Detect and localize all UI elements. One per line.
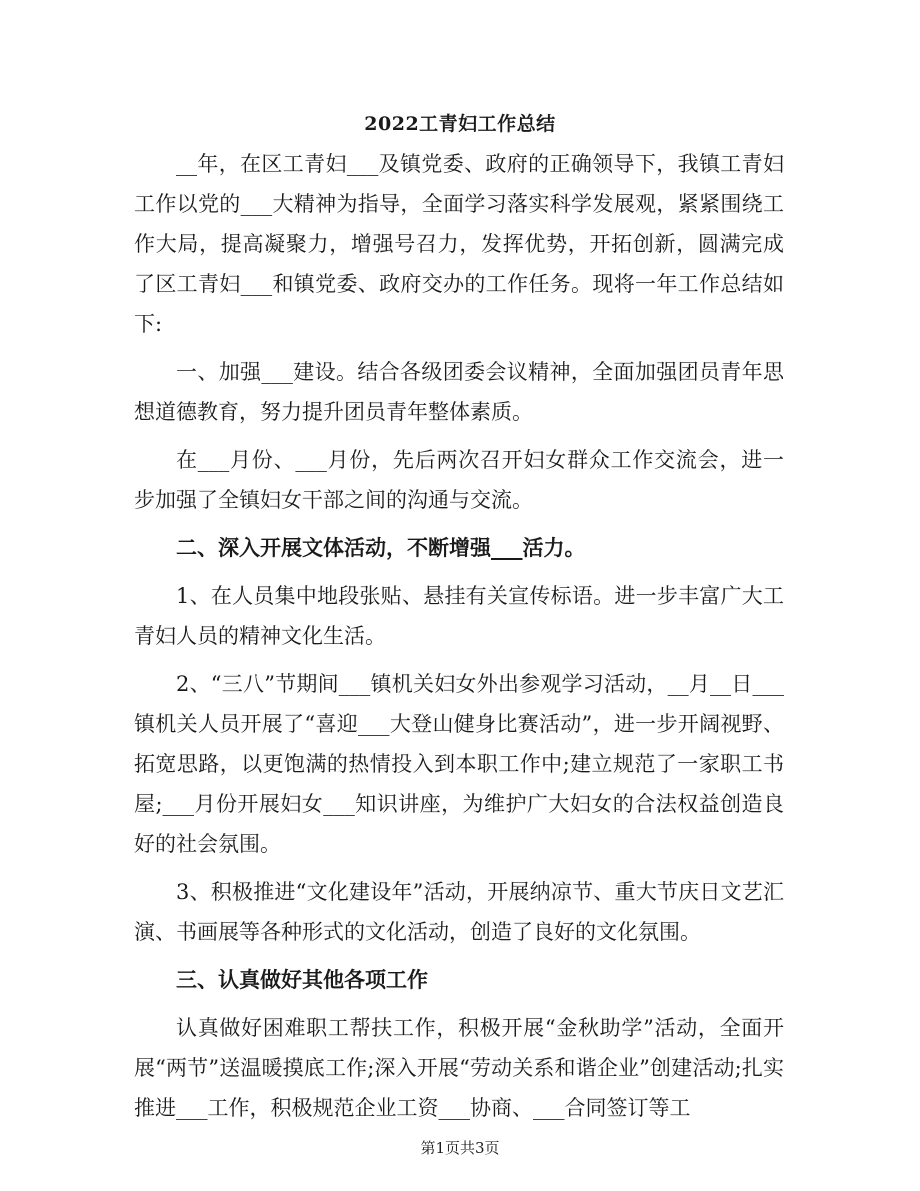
paragraph-other-work: 认真做好困难职工帮扶工作，积极开展“金秋助学”活动，全面开展“两节”送温暖摸底工作;深入开展“劳动关系和谐企业”创建活动;扎实推进___工作，积极规范企业工资___协商、___合同签订等工 (134, 1016, 784, 1120)
section-heading-2: 二、深入开展文体活动，不断增强___活力。 (176, 535, 586, 560)
document-body (134, 144, 784, 1136)
paragraph-item-1: 1、在人员集中地段张贴、悬挂有关宣传标语。进一步丰富广大工青妇人员的精神文化生活。 (134, 584, 784, 648)
paragraph-meetings: 在___月份、___月份，先后两次召开妇女群众工作交流会，进一步加强了全镇妇女干部之间的沟通与交流。 (134, 448, 784, 512)
paragraph-item-2: 2、“三八”节期间___镇机关妇女外出参观学习活动，__月__日___镇机关人员开展了“喜迎___大登山健身比赛活动”，进一步开阔视野、拓宽思路，以更饱满的热情投入到本职工作中;建立规范了一家职工书屋;___月份开展妇女___知识讲座，为维护广大妇女的合法权益创造良好的社会氛围。 (134, 672, 784, 856)
section-heading-3: 三、认真做好其他各项工作 (176, 967, 428, 992)
page-number-footer: 第1页共3页 (420, 1139, 500, 1157)
paragraph-section-1: 一、加强___建设。结合各级团委会议精神，全面加强团员青年思想道德教育，努力提升团员青年整体素质。 (134, 360, 784, 424)
paragraph-intro: __年，在区工青妇___及镇党委、政府的正确领导下，我镇工青妇工作以党的___大精神为指导，全面学习落实科学发展观，紧紧围绕工作大局，提高凝聚力，增强号召力，发挥优势，开拓创新，圆满完成了区工青妇___和镇党委、政府交办的工作任务。现将一年工作总结如下: (134, 152, 784, 336)
document-title: 2022工青妇工作总结 (364, 113, 556, 135)
paragraph-item-3: 3、积极推进“文化建设年”活动，开展纳凉节、重大节庆日文艺汇演、书画展等各种形式的文化活动，创造了良好的文化氛围。 (134, 880, 784, 944)
